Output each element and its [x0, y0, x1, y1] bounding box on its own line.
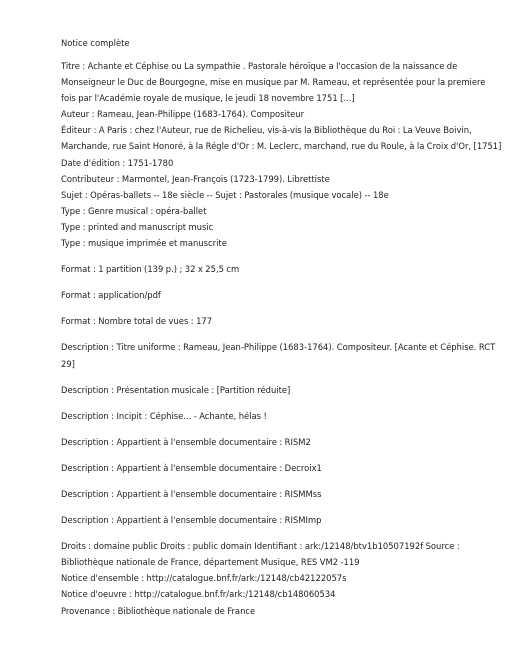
field-notice-oeuvre: Notice d'oeuvre : http://catalogue.bnf.fr/ark:/12148/cb148060534: [61, 589, 336, 600]
field-description-rism2: Description : Appartient à l'ensemble documentaire : RISM2: [61, 436, 311, 447]
field-date-edition: Date d'édition : 1751-1780: [61, 157, 174, 168]
notice-group-format-2: [61, 287, 502, 303]
field-titre: Titre : Achante et Céphise ou La sympathie . Pastorale héroïque a l'occasion de la naissance de Monseigneur le Duc de Bourgogne, mise en musique par M. Rameau, et représentée pour la premiere fois par l'Académie royale de musique, le jeudi 18 novembre 1751 [...]: [61, 61, 486, 104]
field-type-genre: Type : Genre musical : opéra-ballet: [61, 205, 207, 216]
field-type-en: Type : printed and manuscript music: [61, 221, 214, 232]
notice-group-desc-4: [61, 434, 502, 450]
field-contributeur: Contributeur : Marmontel, Jean-François (1723-1799). Librettiste: [61, 173, 330, 184]
field-type-fr: Type : musique imprimée et manuscrite: [61, 238, 227, 249]
notice-title: Notice complète: [61, 38, 130, 48]
notice-group-desc-3: [61, 408, 502, 424]
notice-group-main: [61, 58, 502, 251]
notice-group-desc-6: [61, 486, 502, 502]
field-description-presentation: Description : Présentation musicale : [Partition réduite]: [61, 384, 291, 395]
field-description-decroix1: Description : Appartient à l'ensemble documentaire : Decroix1: [61, 462, 322, 473]
field-description-titre-uniforme: Description : Titre uniforme : Rameau, Jean-Philippe (1683-1764). Compositeur. [Acante et Céphise. RCT 29]: [61, 342, 496, 369]
field-description-rismmss: Description : Appartient à l'ensemble documentaire : RISMMss: [61, 488, 322, 499]
field-description-rismimp: Description : Appartient à l'ensemble documentaire : RISMImp: [61, 515, 322, 526]
field-format-vues: Format : Nombre total de vues : 177: [61, 316, 213, 327]
field-description-incipit: Description : Incipit : Céphise... - Achante, hélas !: [61, 410, 267, 421]
field-auteur: Auteur : Rameau, Jean-Philippe (1683-1764). Compositeur: [61, 109, 305, 120]
field-sujet: Sujet : Opéras-ballets -- 18e siècle -- Sujet : Pastorales (musique vocale) -- 18e: [61, 189, 389, 200]
notice-group-desc-2: [61, 382, 502, 398]
field-notice-ensemble: Notice d'ensemble : http://catalogue.bnf.fr/ark:/12148/cb42122057s: [61, 573, 347, 584]
notice-group-desc-1: [61, 339, 502, 371]
notice-group-format-3: [61, 313, 502, 329]
field-format-partition: Format : 1 partition (139 p.) ; 32 x 25,5 cm: [61, 264, 240, 275]
field-droits: Droits : domaine public Droits : public domain Identifiant : ark:/12148/btv1b10507192f Source : Bibliothèque nationale de France, département Musique, RES VM2 -119: [61, 541, 460, 568]
field-editeur: Éditeur : A Paris : chez l'Auteur, rue de Richelieu, vis-à-vis la Bibliothèque du Roi : La Veuve Boivin, Marchande, rue Saint Honoré, à la Régle d'Or : M. Leclerc, marchand, rue du Roule, à la Croix d'Or, [1751]: [61, 125, 502, 152]
field-format-mime: Format : application/pdf: [61, 290, 161, 301]
notice-group-format-1: [61, 261, 502, 277]
notice-group-rights: [61, 538, 502, 618]
notice-group-desc-7: [61, 512, 502, 528]
field-provenance: Provenance : Bibliothèque nationale de France: [61, 605, 256, 616]
notice-group-desc-5: [61, 460, 502, 476]
